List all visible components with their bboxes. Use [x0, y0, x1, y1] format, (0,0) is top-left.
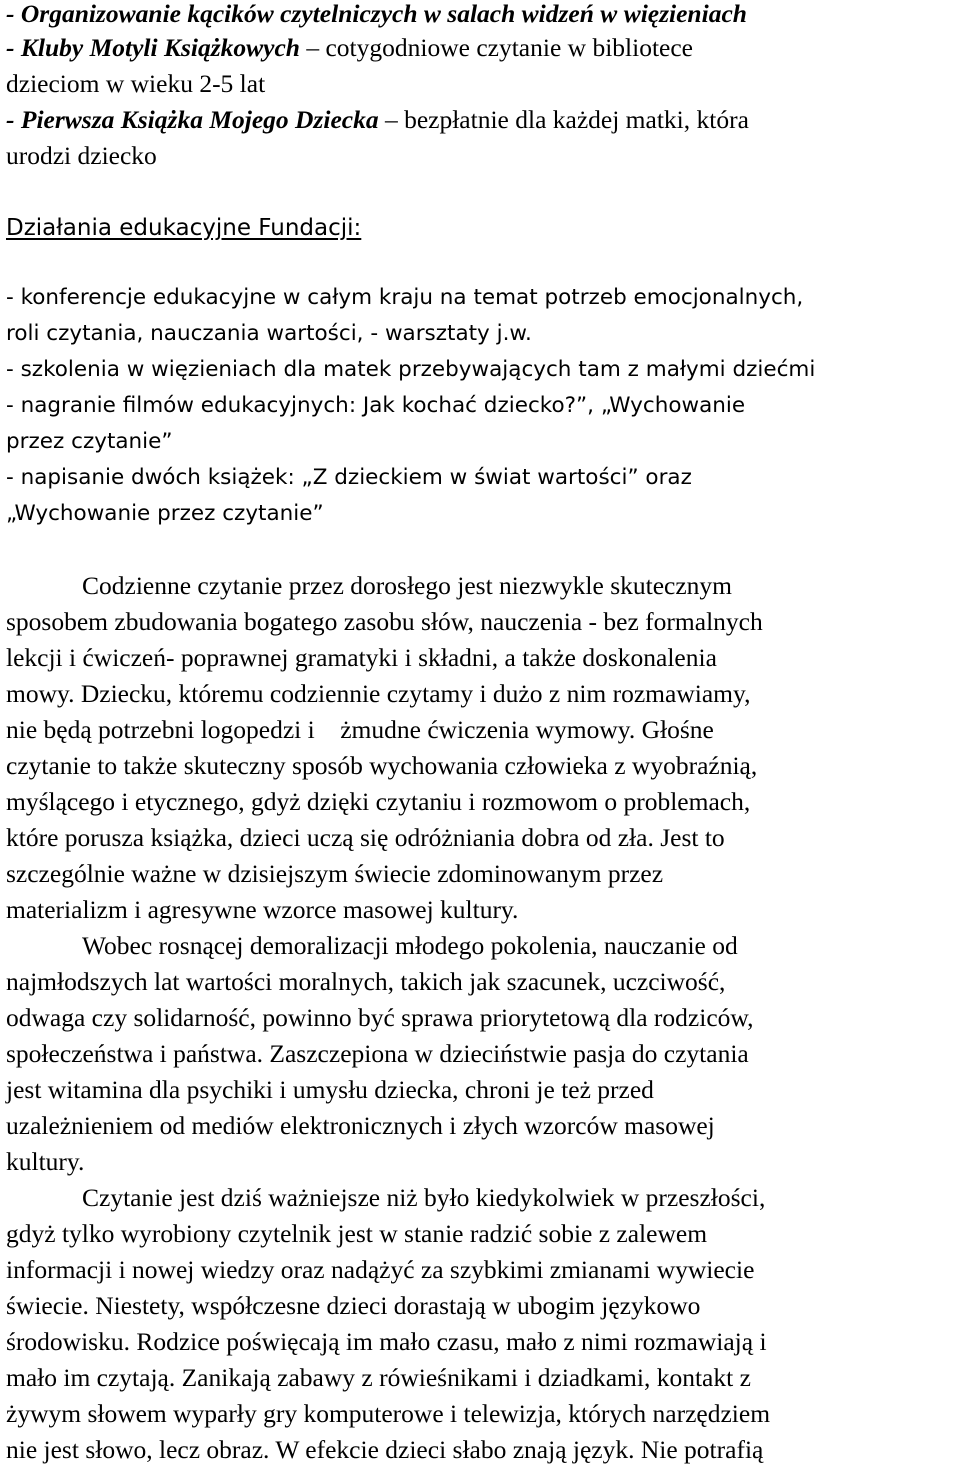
activity-line: - konferencje edukacyjne w całym kraju na temat potrzeb emocjonalnych, [6, 285, 804, 310]
program-item [6, 66, 265, 102]
paragraph-line: które porusza książka, dzieci uczą się odróżniania dobra od zła. Jest to [6, 823, 725, 852]
activity-line: przez czytanie” [6, 429, 173, 454]
paragraph-line: mowy. Dziecku, któremu codziennie czytamy i dużo z nim rozmawiamy, [6, 679, 751, 708]
paragraph-line: żywym słowem wyparły gry komputerowe i telewizja, których narzędziem [6, 1399, 771, 1428]
paragraph-line: uzależnieniem od mediów elektronicznych i złych wzorców masowej [6, 1111, 715, 1140]
paragraph-line: nie jest słowo, lecz obraz. W efekcie dzieci słabo znają język. Nie potrafią [6, 1435, 764, 1464]
program-description: – bezpłatnie dla każdej matki, która [378, 105, 749, 134]
program-description: dzieciom w wieku 2-5 lat [6, 69, 266, 98]
paragraph-line: czytanie to także skuteczny sposób wychowania człowieka z wyobraźnią, [6, 751, 758, 780]
program-title: - Organizowanie kącików czytelniczych w salach widzeń w więzieniach [6, 0, 747, 28]
program-title: - Pierwsza Książka Mojego Dziecka [6, 105, 379, 134]
activity-line: - szkolenia w więzieniach dla matek przebywających tam z małymi dziećmi [6, 357, 816, 382]
paragraph-line: kultury. [6, 1147, 85, 1176]
program-item [6, 138, 157, 174]
section-heading: Działania edukacyjne Fundacji: [6, 215, 362, 241]
program-title: - Kluby Motyli Książkowych [6, 33, 300, 62]
paragraph-line: nie będą potrzebni logopedzi i żmudne ćwiczenia wymowy. Głośne [6, 715, 714, 744]
paragraph-line: materializm i agresywne wzorce masowej kultury. [6, 895, 519, 924]
program-item [6, 102, 749, 138]
activity-line: - nagranie filmów edukacyjnych: Jak kochać dziecko?”, „Wychowanie [6, 393, 746, 418]
paragraph-line: najmłodszych lat wartości moralnych, takich jak szacunek, uczciwość, [6, 967, 726, 996]
paragraph-line: społeczeństwa i państwa. Zaszczepiona w dzieciństwie pasja do czytania [6, 1039, 749, 1068]
paragraph-line: Wobec rosnącej demoralizacji młodego pokolenia, nauczanie od [82, 931, 738, 960]
activity-line: roli czytania, nauczania wartości, - warsztaty j.w. [6, 321, 532, 346]
paragraph-line: lekcji i ćwiczeń- poprawnej gramatyki i składni, a także doskonalenia [6, 643, 717, 672]
paragraph-line: Codzienne czytanie przez dorosłego jest niezwykle skutecznym [82, 571, 733, 600]
program-description: – cotygodniowe czytanie w bibliotece [299, 33, 693, 62]
activity-line: „Wychowanie przez czytanie” [6, 501, 324, 526]
paragraph-line: jest witamina dla psychiki i umysłu dziecka, chroni je też przed [6, 1075, 654, 1104]
paragraph-line: Czytanie jest dziś ważniejsze niż było kiedykolwiek w przeszłości, [82, 1183, 766, 1212]
activity-line: - napisanie dwóch książek: „Z dzieckiem w świat wartości” oraz [6, 465, 692, 490]
program-item [6, 0, 747, 32]
paragraph-line: odwaga czy solidarność, powinno być sprawa priorytetową dla rodziców, [6, 1003, 754, 1032]
paragraph-line: myślącego i etycznego, gdyż dzięki czytaniu i rozmowom o problemach, [6, 787, 751, 816]
paragraph-line: mało im czytają. Zanikają zabawy z rówieśnikami i dziadkami, kontakt z [6, 1363, 751, 1392]
paragraph-line: informacji i nowej wiedzy oraz nadążyć za szybkimi zmianami wywiecie [6, 1255, 755, 1284]
paragraph-line: gdyż tylko wyrobiony czytelnik jest w stanie radzić sobie z zalewem [6, 1219, 708, 1248]
program-description: urodzi dziecko [6, 141, 157, 170]
paragraph-line: środowisku. Rodzice poświęcają im mało czasu, mało z nimi rozmawiają i [6, 1327, 767, 1356]
paragraph-line: świecie. Niestety, współczesne dzieci dorastają w ubogim językowo [6, 1291, 701, 1320]
paragraph-line: sposobem zbudowania bogatego zasobu słów, nauczenia - bez formalnych [6, 607, 763, 636]
program-item [6, 30, 693, 66]
paragraph-line: szczególnie ważne w dzisiejszym świecie zdominowanym przez [6, 859, 664, 888]
